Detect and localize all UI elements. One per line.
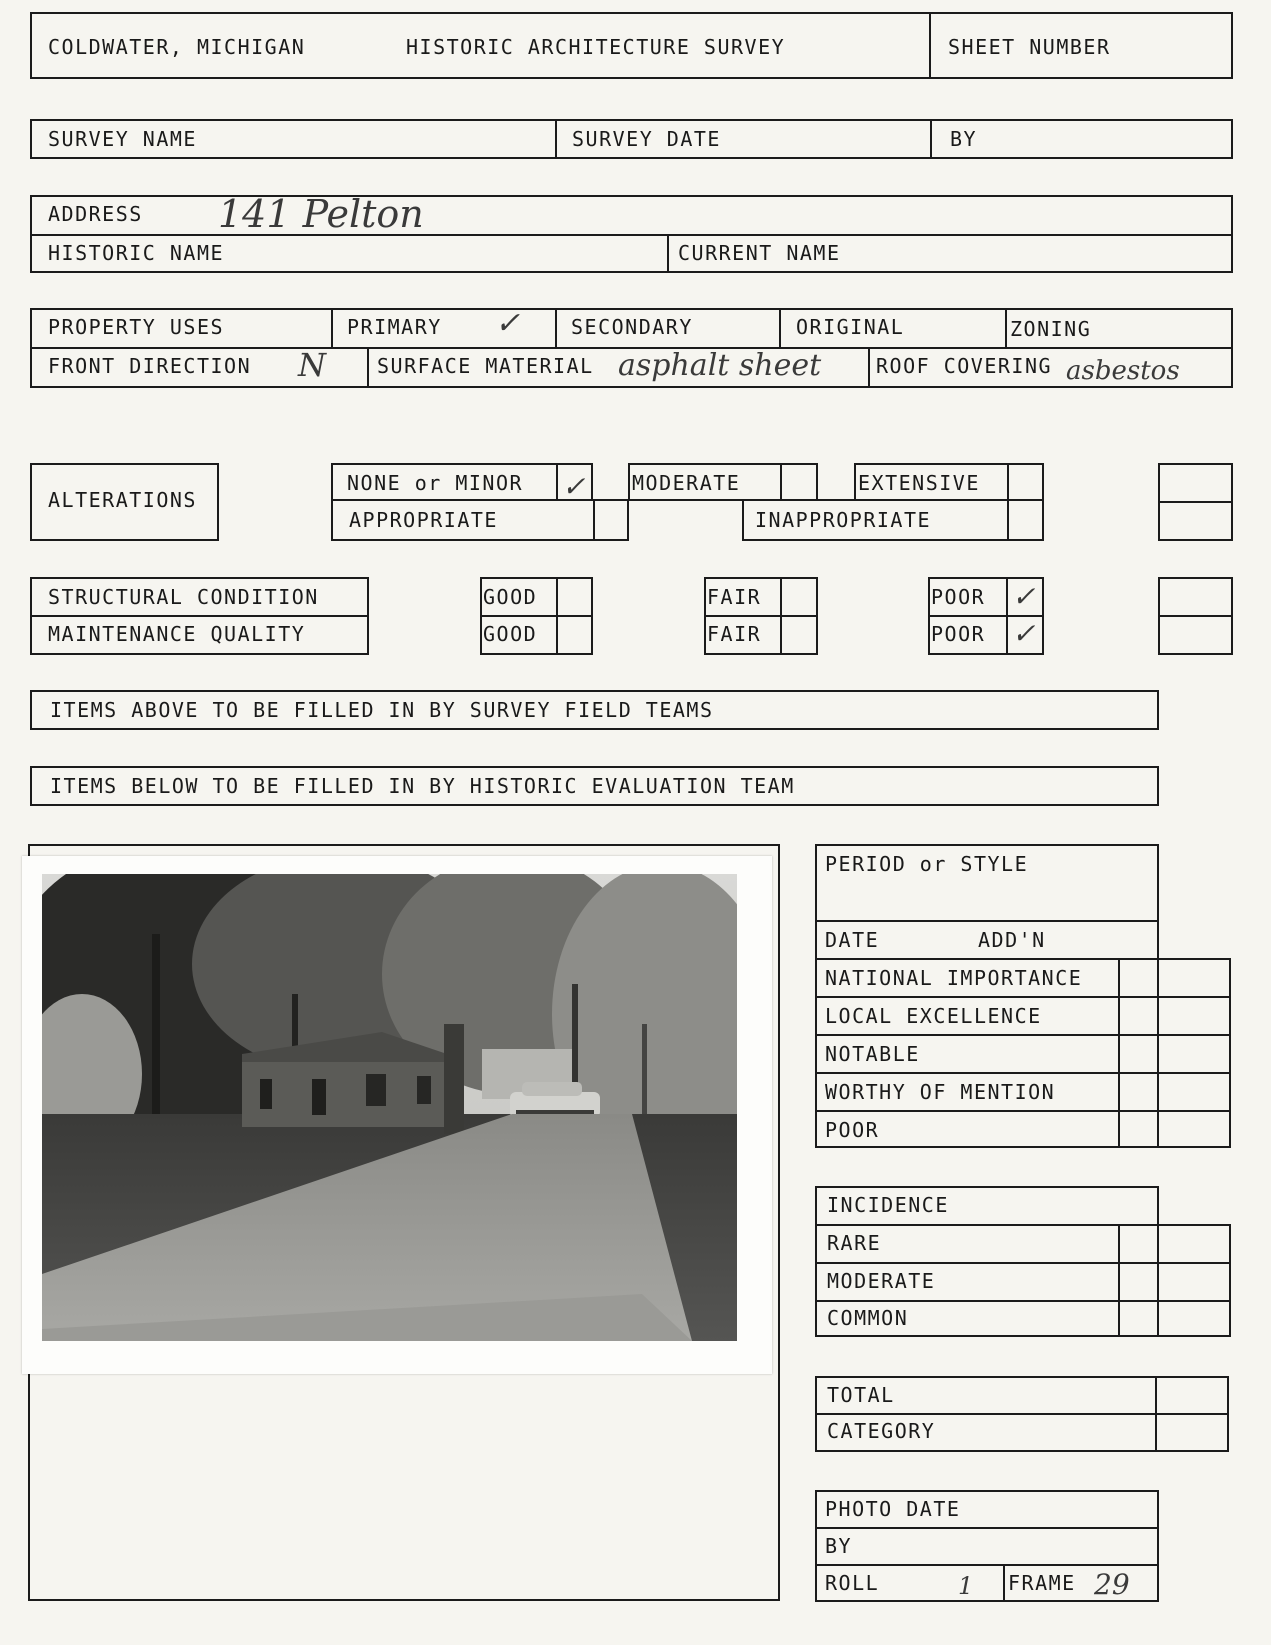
eval-line-5 — [815, 1072, 1229, 1074]
rare-label: RARE — [827, 1231, 882, 1255]
survey-by-label: BY — [950, 127, 978, 151]
fair-checkbox-divider — [780, 577, 782, 655]
front-direction-value: N — [298, 346, 326, 384]
house-photograph — [42, 874, 737, 1341]
maintenance-fair-label: FAIR — [707, 622, 762, 646]
historic-name-label: HISTORIC NAME — [48, 241, 225, 265]
incidence-score-right — [1229, 1224, 1231, 1337]
frame-value: 29 — [1094, 1568, 1130, 1601]
alt-moderate-label: MODERATE — [632, 471, 741, 495]
original-label: ORIGINAL — [796, 315, 905, 339]
structural-fair-label: FAIR — [707, 585, 762, 609]
alt-none-minor-checkbox — [556, 463, 558, 501]
secondary-label: SECONDARY — [571, 315, 693, 339]
survey-name-label: SURVEY NAME — [48, 127, 197, 151]
address-divider — [667, 234, 669, 273]
incidence-label: INCIDENCE — [827, 1193, 949, 1217]
maintenance-good-label: GOOD — [483, 622, 538, 646]
surface-material-value: asphalt sheet — [618, 348, 822, 383]
address-label: ADDRESS — [48, 202, 143, 226]
incidence-line-2 — [815, 1262, 1229, 1264]
roof-covering-label: ROOF COVERING — [876, 354, 1053, 378]
roll-label: ROLL — [825, 1571, 880, 1595]
structural-poor-mark: ✓ — [1012, 580, 1036, 613]
alt-moderate-checkbox — [780, 463, 782, 501]
photo-info-line-1 — [815, 1527, 1159, 1529]
house-photo-svg — [42, 874, 737, 1341]
totals-line — [815, 1413, 1229, 1415]
eval-line-3 — [815, 996, 1229, 998]
survey-divider-2 — [930, 119, 932, 159]
survey-date-label: SURVEY DATE — [572, 127, 721, 151]
alt-appropriate-checkbox — [593, 499, 595, 541]
structural-condition-label: STRUCTURAL CONDITION — [48, 585, 319, 609]
header-divider — [929, 12, 931, 79]
good-line — [480, 615, 593, 617]
incidence-score-divider — [1118, 1224, 1120, 1337]
property-div-1 — [331, 308, 333, 348]
eval-line-4 — [815, 1034, 1229, 1036]
roof-covering-value: asbestos — [1066, 356, 1180, 386]
worthy-of-mention-label: WORTHY OF MENTION — [825, 1080, 1056, 1104]
national-importance-label: NATIONAL IMPORTANCE — [825, 966, 1083, 990]
date-label: DATE — [825, 928, 880, 952]
banner-below-text: ITEMS BELOW TO BE FILLED IN BY HISTORIC EVALUATION TEAM — [50, 774, 795, 798]
category-label: CATEGORY — [827, 1419, 936, 1443]
structural-good-label: GOOD — [483, 585, 538, 609]
eval-score-divider — [1118, 958, 1120, 1148]
property-div-5 — [367, 347, 369, 388]
structural-poor-label: POOR — [931, 585, 986, 609]
photo-info-divider — [1003, 1564, 1005, 1602]
total-label: TOTAL — [827, 1383, 895, 1407]
notable-label: NOTABLE — [825, 1042, 920, 1066]
sheet-number-label: SHEET NUMBER — [948, 35, 1111, 59]
surface-material-label: SURFACE MATERIAL — [377, 354, 594, 378]
alt-extensive-label: EXTENSIVE — [858, 471, 980, 495]
primary-label: PRIMARY — [347, 315, 442, 339]
banner-above-text: ITEMS ABOVE TO BE FILLED IN BY SURVEY FIELD TEAMS — [50, 698, 714, 722]
front-direction-label: FRONT DIRECTION — [48, 354, 252, 378]
primary-check-mark: ✓ — [495, 306, 521, 341]
incidence-moderate-label: MODERATE — [827, 1269, 936, 1293]
eval-line-1 — [815, 920, 1159, 922]
survey-divider-1 — [555, 119, 557, 159]
alt-none-minor-mark: ✓ — [562, 470, 586, 503]
condition-label-line — [30, 615, 369, 617]
eval-score-bottom — [1118, 1146, 1231, 1148]
address-value: 141 Pelton — [218, 192, 424, 236]
location-label: COLDWATER, MICHIGAN — [48, 35, 306, 59]
eval-line-6 — [815, 1110, 1229, 1112]
good-checkbox-divider — [556, 577, 558, 655]
property-div-4 — [1005, 308, 1007, 348]
maintenance-quality-label: MAINTENANCE QUALITY — [48, 622, 306, 646]
roll-value: 1 — [958, 1572, 974, 1600]
property-div-2 — [555, 308, 557, 348]
incidence-score-bottom — [1118, 1335, 1231, 1337]
incidence-line-3 — [815, 1300, 1229, 1302]
property-div-3 — [779, 308, 781, 348]
maintenance-poor-label: POOR — [931, 622, 986, 646]
poor-checkbox-divider — [1006, 577, 1008, 655]
totals-divider — [1155, 1376, 1157, 1452]
property-uses-label: PROPERTY USES — [48, 315, 225, 339]
addn-label: ADD'N — [978, 928, 1046, 952]
alt-inappropriate-label: INAPPROPRIATE — [755, 508, 932, 532]
maintenance-poor-mark: ✓ — [1012, 617, 1036, 650]
alt-none-minor-label: NONE or MINOR — [347, 471, 524, 495]
condition-score-line — [1158, 615, 1233, 617]
period-style-label: PERIOD or STYLE — [825, 852, 1029, 876]
incidence-line-1 — [815, 1224, 1229, 1226]
eval-score-right — [1229, 958, 1231, 1148]
alt-extensive-checkbox — [1007, 463, 1009, 501]
photo-info-line-2 — [815, 1564, 1159, 1566]
eval-poor-label: POOR — [825, 1118, 880, 1142]
local-excellence-label: LOCAL EXCELLENCE — [825, 1004, 1042, 1028]
fair-line — [704, 615, 818, 617]
current-name-label: CURRENT NAME — [678, 241, 841, 265]
property-div-6 — [868, 347, 870, 388]
photo-date-label: PHOTO DATE — [825, 1497, 961, 1521]
alterations-label: ALTERATIONS — [48, 488, 197, 512]
eval-line-2 — [815, 958, 1229, 960]
address-row-line — [30, 234, 1233, 236]
zoning-label: ZONING — [1010, 317, 1092, 341]
common-label: COMMON — [827, 1306, 909, 1330]
alt-score-line — [1158, 501, 1233, 503]
frame-label: FRAME — [1008, 1571, 1076, 1595]
form-title: HISTORIC ARCHITECTURE SURVEY — [406, 35, 786, 59]
alt-inappropriate-checkbox — [1007, 499, 1009, 541]
photo-by-label: BY — [825, 1534, 853, 1558]
alt-appropriate-label: APPROPRIATE — [349, 508, 498, 532]
